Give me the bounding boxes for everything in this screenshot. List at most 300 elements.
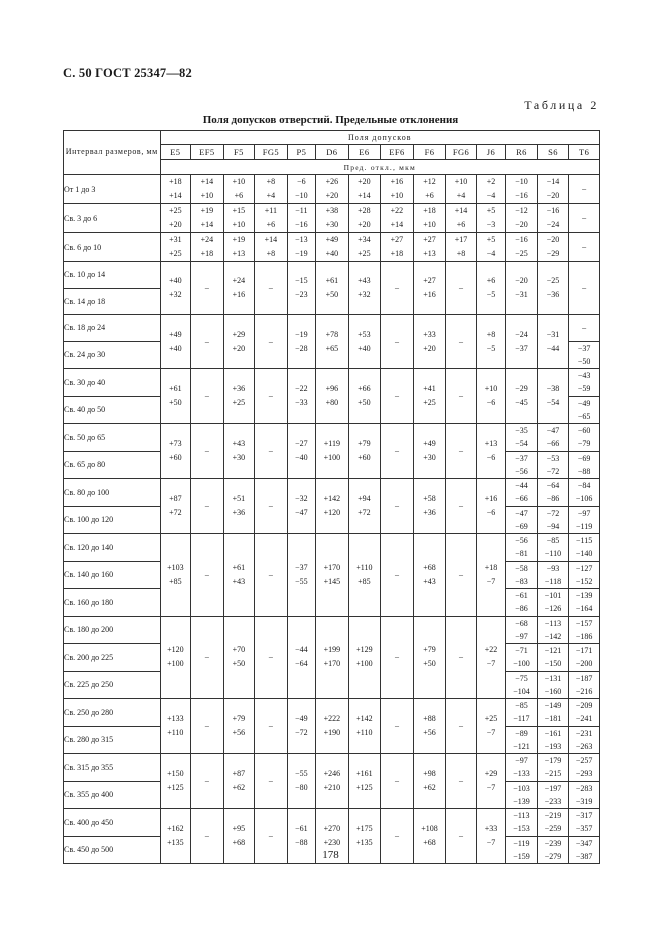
lower-deviation: −72 bbox=[295, 728, 308, 737]
upper-deviation: +10 bbox=[454, 177, 468, 186]
upper-deviation: −35 bbox=[515, 426, 528, 435]
upper-deviation: – bbox=[458, 776, 463, 785]
upper-deviation: +270 bbox=[323, 824, 341, 833]
cell-r6 bbox=[506, 699, 538, 727]
lower-deviation: −81 bbox=[515, 549, 528, 559]
upper-deviation: −119 bbox=[513, 838, 530, 848]
upper-deviation: −37 bbox=[515, 453, 528, 463]
upper-deviation: – bbox=[458, 446, 463, 455]
column-header-p5: P5 bbox=[287, 145, 315, 160]
upper-deviation: +5 bbox=[486, 235, 496, 244]
cell-fg5 bbox=[255, 175, 288, 204]
upper-deviation: +2 bbox=[486, 177, 496, 186]
upper-deviation: −239 bbox=[544, 838, 562, 848]
lower-deviation: +170 bbox=[323, 659, 341, 669]
interval-label: Св. 80 до 100 bbox=[64, 479, 161, 507]
column-header-s6: S6 bbox=[537, 145, 569, 160]
cell-ef6 bbox=[381, 233, 414, 262]
lower-deviation: −59 bbox=[577, 384, 591, 394]
cell-j6 bbox=[476, 699, 505, 754]
table-title: Поля допусков отверстий. Предельные отклонения bbox=[202, 114, 459, 126]
upper-deviation: −85 bbox=[546, 536, 560, 545]
lower-deviation: +18 bbox=[200, 249, 214, 258]
cell-t6 bbox=[569, 424, 600, 452]
cell-f5 bbox=[223, 479, 255, 534]
cell-s6 bbox=[537, 699, 569, 727]
upper-deviation: – bbox=[394, 336, 399, 346]
column-header-e6: E6 bbox=[348, 145, 381, 160]
cell-fg5 bbox=[255, 479, 288, 534]
lower-deviation: +20 bbox=[232, 343, 246, 353]
interval-label: Св. 3 до 6 bbox=[64, 204, 161, 233]
cell-t6 bbox=[569, 781, 600, 809]
cell-s6 bbox=[537, 616, 569, 644]
upper-deviation: – bbox=[204, 776, 209, 785]
upper-deviation: +61 bbox=[232, 562, 246, 572]
interval-label: Св. 40 до 50 bbox=[64, 396, 161, 424]
interval-label: Св. 24 до 30 bbox=[64, 341, 161, 369]
upper-deviation: – bbox=[582, 184, 587, 193]
lower-deviation: +62 bbox=[423, 783, 436, 792]
upper-deviation: −131 bbox=[544, 673, 562, 683]
interval-label: Св. 280 до 315 bbox=[64, 726, 161, 754]
cell-p5 bbox=[287, 369, 315, 424]
cell-s6 bbox=[537, 424, 569, 452]
upper-deviation: −283 bbox=[575, 783, 593, 793]
cell-fg5 bbox=[255, 699, 288, 754]
lower-deviation: −153 bbox=[513, 824, 530, 834]
lower-deviation: +68 bbox=[232, 838, 246, 847]
cell-r6 bbox=[506, 644, 538, 672]
cell-ef5 bbox=[191, 315, 224, 369]
upper-deviation: +53 bbox=[358, 329, 371, 339]
cell-j6 bbox=[476, 754, 505, 809]
lower-deviation: −186 bbox=[575, 631, 593, 641]
upper-deviation: – bbox=[204, 336, 209, 346]
interval-label: Св. 14 до 18 bbox=[64, 288, 161, 315]
cell-d6 bbox=[316, 315, 349, 369]
cell-ef6 bbox=[381, 424, 414, 479]
cell-s6 bbox=[537, 233, 569, 262]
lower-deviation: −7 bbox=[486, 783, 496, 792]
lower-deviation: +100 bbox=[167, 659, 184, 669]
cell-s6 bbox=[537, 262, 569, 315]
cell-j6 bbox=[476, 204, 505, 233]
upper-deviation: – bbox=[458, 391, 463, 400]
cell-t6 bbox=[569, 699, 600, 727]
lower-deviation: +13 bbox=[423, 249, 436, 258]
lower-deviation: +60 bbox=[358, 453, 371, 462]
lower-deviation: +36 bbox=[232, 508, 246, 517]
upper-deviation: – bbox=[204, 501, 209, 510]
upper-deviation: +95 bbox=[232, 824, 246, 833]
column-header-e5: E5 bbox=[160, 145, 191, 160]
upper-deviation: – bbox=[394, 721, 399, 730]
upper-deviation: +133 bbox=[167, 714, 184, 723]
lower-deviation: −55 bbox=[295, 576, 308, 586]
lower-deviation: −20 bbox=[515, 220, 528, 229]
cell-p5 bbox=[287, 175, 315, 204]
cell-r6 bbox=[506, 451, 538, 479]
cell-j6 bbox=[476, 479, 505, 534]
cell-e5 bbox=[160, 616, 191, 699]
lower-deviation: −133 bbox=[513, 769, 530, 779]
upper-deviation: +129 bbox=[356, 645, 373, 655]
upper-deviation: +58 bbox=[423, 494, 436, 503]
cell-fg5 bbox=[255, 616, 288, 699]
lower-deviation: +50 bbox=[423, 659, 436, 669]
upper-deviation: +246 bbox=[323, 769, 341, 778]
cell-r6 bbox=[506, 726, 538, 754]
lower-deviation: +6 bbox=[456, 220, 466, 229]
cell-e5 bbox=[160, 204, 191, 233]
cell-ef6 bbox=[381, 699, 414, 754]
cell-p5 bbox=[287, 424, 315, 479]
cell-s6 bbox=[537, 451, 569, 479]
lower-deviation: −119 bbox=[576, 521, 593, 531]
lower-deviation: +10 bbox=[390, 191, 404, 200]
cell-p5 bbox=[287, 754, 315, 809]
upper-deviation: +199 bbox=[323, 645, 341, 655]
upper-deviation: −60 bbox=[577, 426, 591, 435]
column-header-j6: J6 bbox=[476, 145, 505, 160]
upper-deviation: +10 bbox=[232, 177, 246, 186]
lower-deviation: −16 bbox=[295, 220, 308, 229]
upper-deviation: +36 bbox=[232, 384, 246, 393]
lower-deviation: +18 bbox=[390, 249, 404, 258]
cell-fg6 bbox=[446, 262, 477, 315]
cell-ef5 bbox=[191, 699, 224, 754]
cell-p5 bbox=[287, 233, 315, 262]
cell-fg6 bbox=[446, 699, 477, 754]
lower-deviation: −293 bbox=[575, 769, 593, 779]
cell-r6 bbox=[506, 671, 538, 699]
cell-fg6 bbox=[446, 369, 477, 424]
upper-deviation: −231 bbox=[575, 728, 593, 738]
cell-s6 bbox=[537, 589, 569, 617]
upper-deviation: +79 bbox=[232, 714, 246, 723]
cell-ef6 bbox=[381, 754, 414, 809]
cell-t6 bbox=[569, 616, 600, 644]
upper-deviation: +26 bbox=[325, 177, 339, 186]
upper-deviation: −56 bbox=[515, 536, 528, 545]
lower-deviation: −25 bbox=[515, 249, 528, 258]
upper-deviation: −27 bbox=[295, 439, 308, 448]
lower-deviation: +4 bbox=[456, 191, 466, 200]
upper-deviation: – bbox=[204, 831, 209, 840]
upper-deviation: +8 bbox=[486, 329, 496, 339]
cell-e6 bbox=[348, 369, 381, 424]
lower-deviation: −7 bbox=[486, 728, 496, 737]
cell-j6 bbox=[476, 616, 505, 699]
upper-deviation: +96 bbox=[325, 384, 339, 393]
lower-deviation: −86 bbox=[546, 494, 560, 504]
upper-deviation: −149 bbox=[544, 701, 562, 710]
lower-deviation: −66 bbox=[515, 494, 528, 504]
lower-deviation: −200 bbox=[575, 659, 593, 669]
lower-deviation: −215 bbox=[544, 769, 562, 779]
upper-deviation: −15 bbox=[295, 276, 308, 285]
cell-fg5 bbox=[255, 315, 288, 369]
column-header-fg5: FG5 bbox=[255, 145, 288, 160]
page-number: 178 bbox=[322, 849, 339, 861]
lower-deviation: −88 bbox=[577, 466, 591, 476]
upper-deviation: +49 bbox=[325, 235, 339, 244]
lower-deviation: −3 bbox=[486, 220, 496, 229]
upper-deviation: – bbox=[458, 652, 463, 662]
cell-ef6 bbox=[381, 479, 414, 534]
upper-deviation: +49 bbox=[169, 329, 182, 339]
upper-deviation: −85 bbox=[515, 701, 528, 710]
lower-deviation: −142 bbox=[544, 631, 562, 641]
upper-deviation: +88 bbox=[423, 714, 436, 723]
cell-t6 bbox=[569, 233, 600, 262]
cell-e5 bbox=[160, 233, 191, 262]
cell-t6 bbox=[569, 175, 600, 204]
interval-label: Св. 10 до 14 bbox=[64, 262, 161, 289]
lower-deviation: +125 bbox=[167, 783, 184, 792]
upper-deviation: −29 bbox=[515, 384, 528, 393]
lower-deviation: +110 bbox=[356, 728, 373, 737]
cell-d6 bbox=[316, 262, 349, 315]
lower-deviation: −259 bbox=[544, 824, 562, 834]
upper-deviation: – bbox=[394, 283, 399, 292]
upper-deviation: −187 bbox=[575, 673, 593, 683]
upper-deviation: −219 bbox=[544, 811, 562, 820]
cell-fg5 bbox=[255, 754, 288, 809]
lower-deviation: +135 bbox=[356, 838, 373, 847]
lower-deviation: −44 bbox=[546, 343, 560, 353]
upper-deviation: – bbox=[204, 391, 209, 400]
cell-f6 bbox=[413, 424, 446, 479]
cell-d6 bbox=[316, 369, 349, 424]
lower-deviation: +10 bbox=[232, 220, 246, 229]
lower-deviation: −23 bbox=[295, 290, 308, 299]
column-header-t6: T6 bbox=[569, 145, 600, 160]
upper-deviation: +5 bbox=[486, 206, 496, 215]
upper-deviation: +19 bbox=[232, 235, 246, 244]
lower-deviation: +20 bbox=[423, 343, 436, 353]
lower-deviation: −40 bbox=[295, 453, 308, 462]
interval-label: Св. 120 до 140 bbox=[64, 534, 161, 562]
upper-deviation: −19 bbox=[295, 329, 308, 339]
interval-label: Св. 65 до 80 bbox=[64, 451, 161, 479]
cell-ef5 bbox=[191, 534, 224, 617]
lower-deviation: +43 bbox=[423, 576, 436, 586]
cell-e6 bbox=[348, 315, 381, 369]
interval-header: Интервал размеров, мм bbox=[64, 131, 161, 175]
lower-deviation: −126 bbox=[544, 604, 562, 614]
lower-deviation: +30 bbox=[325, 220, 339, 229]
cell-d6 bbox=[316, 754, 349, 809]
cell-fg6 bbox=[446, 424, 477, 479]
upper-deviation: +20 bbox=[358, 177, 371, 186]
upper-deviation: −89 bbox=[515, 728, 528, 738]
upper-deviation: – bbox=[394, 831, 399, 840]
lower-deviation: +25 bbox=[169, 249, 182, 258]
lower-deviation: −36 bbox=[546, 290, 560, 299]
lower-deviation: −6 bbox=[486, 398, 496, 407]
lower-deviation: +14 bbox=[358, 191, 371, 200]
upper-deviation: +17 bbox=[454, 235, 468, 244]
lower-deviation: −140 bbox=[575, 549, 593, 559]
upper-deviation: +150 bbox=[167, 769, 184, 778]
cell-r6 bbox=[506, 809, 538, 837]
lower-deviation: +20 bbox=[169, 220, 182, 229]
cell-e5 bbox=[160, 534, 191, 617]
lower-deviation: +230 bbox=[323, 838, 341, 847]
cell-e6 bbox=[348, 699, 381, 754]
cell-r6 bbox=[506, 534, 538, 562]
lower-deviation: +125 bbox=[356, 783, 373, 792]
lower-deviation: −357 bbox=[575, 824, 593, 834]
upper-deviation: −38 bbox=[546, 384, 560, 393]
interval-label: Св. 225 до 250 bbox=[64, 671, 161, 699]
lower-deviation: +25 bbox=[358, 249, 371, 258]
upper-deviation: – bbox=[458, 283, 463, 292]
upper-deviation: −32 bbox=[295, 494, 308, 503]
upper-deviation: +222 bbox=[323, 714, 341, 723]
cell-e5 bbox=[160, 699, 191, 754]
cell-d6 bbox=[316, 699, 349, 754]
upper-deviation: −68 bbox=[515, 618, 528, 628]
cell-r6 bbox=[506, 233, 538, 262]
lower-deviation: −319 bbox=[575, 796, 593, 806]
lower-deviation: +30 bbox=[423, 453, 436, 462]
column-header-f6: F6 bbox=[413, 145, 446, 160]
cell-s6 bbox=[537, 506, 569, 534]
lower-deviation: −10 bbox=[295, 191, 308, 200]
upper-deviation: – bbox=[458, 831, 463, 840]
upper-deviation: +78 bbox=[325, 329, 339, 339]
cell-f5 bbox=[223, 369, 255, 424]
lower-deviation: −54 bbox=[546, 398, 560, 407]
cell-fg5 bbox=[255, 204, 288, 233]
upper-deviation: +22 bbox=[390, 206, 404, 215]
upper-deviation: −20 bbox=[515, 276, 528, 285]
lower-deviation: −79 bbox=[577, 439, 591, 449]
cell-t6 bbox=[569, 726, 600, 754]
cell-f5 bbox=[223, 616, 255, 699]
table-row bbox=[64, 699, 600, 727]
cell-j6 bbox=[476, 534, 505, 617]
lower-deviation: +85 bbox=[358, 576, 371, 586]
upper-deviation: +24 bbox=[200, 235, 214, 244]
upper-deviation: – bbox=[268, 652, 273, 662]
upper-deviation: – bbox=[582, 242, 587, 251]
upper-deviation: – bbox=[268, 831, 273, 840]
upper-deviation: −64 bbox=[546, 481, 560, 490]
cell-fg6 bbox=[446, 479, 477, 534]
interval-label: Св. 200 до 225 bbox=[64, 644, 161, 672]
upper-deviation: +14 bbox=[264, 235, 278, 244]
cell-d6 bbox=[316, 616, 349, 699]
lower-deviation: +135 bbox=[167, 838, 184, 847]
upper-deviation: – bbox=[394, 776, 399, 785]
lower-deviation: −7 bbox=[486, 838, 496, 847]
lower-deviation: −118 bbox=[544, 576, 562, 586]
interval-label: Св. 400 до 450 bbox=[64, 809, 161, 837]
upper-deviation: −127 bbox=[575, 563, 593, 573]
lower-deviation: −4 bbox=[486, 249, 496, 258]
interval-label: Св. 30 до 40 bbox=[64, 369, 161, 397]
upper-deviation: +14 bbox=[200, 177, 214, 186]
upper-deviation: −16 bbox=[515, 235, 528, 244]
cell-t6 bbox=[569, 644, 600, 672]
cell-ef5 bbox=[191, 204, 224, 233]
cell-r6 bbox=[506, 754, 538, 782]
lower-deviation: −16 bbox=[515, 191, 528, 200]
upper-deviation: −49 bbox=[295, 714, 308, 723]
upper-deviation: −97 bbox=[577, 508, 591, 518]
tolerance-table bbox=[63, 130, 600, 864]
table-row bbox=[64, 369, 600, 397]
upper-deviation: −69 bbox=[577, 453, 591, 463]
upper-deviation: −47 bbox=[515, 508, 528, 518]
upper-deviation: +79 bbox=[358, 439, 371, 448]
upper-deviation: +18 bbox=[423, 206, 436, 215]
interval-label: Св. 160 до 180 bbox=[64, 589, 161, 617]
column-header-r6: R6 bbox=[506, 145, 538, 160]
cell-r6 bbox=[506, 781, 538, 809]
lower-deviation: +14 bbox=[390, 220, 404, 229]
cell-ef5 bbox=[191, 233, 224, 262]
cell-d6 bbox=[316, 233, 349, 262]
upper-deviation: −55 bbox=[295, 769, 308, 778]
cell-t6 bbox=[569, 809, 600, 837]
column-header-ef5: EF5 bbox=[191, 145, 224, 160]
cell-fg6 bbox=[446, 754, 477, 809]
cell-t6 bbox=[569, 369, 600, 397]
lower-deviation: −56 bbox=[515, 466, 528, 476]
cell-ef5 bbox=[191, 369, 224, 424]
cell-ef5 bbox=[191, 424, 224, 479]
upper-deviation: −72 bbox=[546, 508, 560, 518]
lower-deviation: −54 bbox=[515, 439, 528, 449]
cell-r6 bbox=[506, 561, 538, 589]
upper-deviation: −121 bbox=[544, 646, 562, 655]
cell-e5 bbox=[160, 369, 191, 424]
lower-deviation: −72 bbox=[546, 466, 560, 476]
cell-fg6 bbox=[446, 616, 477, 699]
lower-deviation: −117 bbox=[513, 714, 530, 724]
cell-t6 bbox=[569, 451, 600, 479]
cell-f6 bbox=[413, 262, 446, 315]
deviation: – bbox=[582, 323, 587, 333]
upper-deviation: +175 bbox=[356, 824, 373, 833]
cell-j6 bbox=[476, 262, 505, 315]
lower-deviation: −45 bbox=[515, 398, 528, 407]
cell-f6 bbox=[413, 233, 446, 262]
cell-f6 bbox=[413, 754, 446, 809]
upper-deviation: +29 bbox=[232, 329, 246, 339]
upper-deviation: +40 bbox=[169, 276, 182, 285]
table-row bbox=[64, 262, 600, 289]
upper-deviation: +22 bbox=[484, 645, 498, 655]
lower-deviation: +50 bbox=[169, 398, 182, 407]
upper-deviation: +19 bbox=[200, 206, 214, 215]
upper-deviation: −84 bbox=[577, 481, 591, 490]
upper-deviation: +87 bbox=[169, 494, 182, 503]
upper-deviation: +142 bbox=[323, 494, 341, 503]
upper-deviation: −75 bbox=[515, 673, 528, 683]
lower-deviation: −47 bbox=[295, 508, 308, 517]
cell-f6 bbox=[413, 175, 446, 204]
table-row bbox=[64, 616, 600, 644]
upper-deviation: +8 bbox=[266, 177, 276, 186]
upper-deviation: – bbox=[394, 501, 399, 510]
lower-deviation: +13 bbox=[232, 249, 246, 258]
